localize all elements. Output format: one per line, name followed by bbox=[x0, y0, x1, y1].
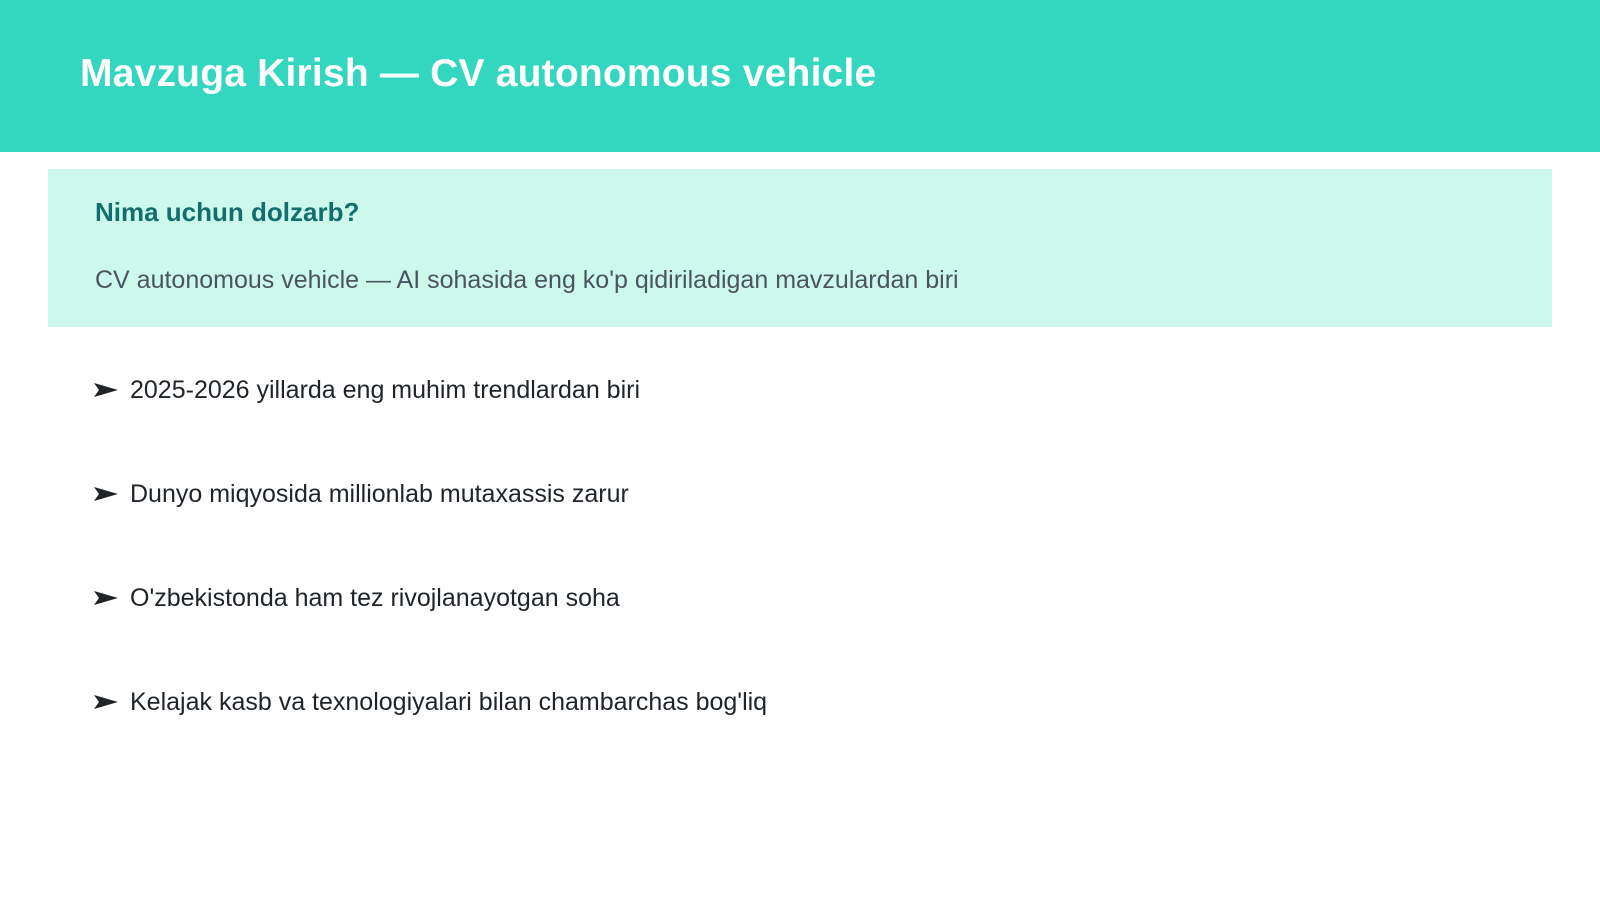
highlight-box bbox=[48, 169, 1552, 327]
bullet-list bbox=[94, 368, 767, 784]
bullet-text: O'zbekistonda ham tez rivojlanayotgan soha bbox=[130, 583, 620, 612]
slide-title: Mavzuga Kirish — CV autonomous vehicle bbox=[80, 52, 877, 95]
triangle-right-icon bbox=[94, 382, 118, 398]
bullet-item bbox=[94, 576, 767, 620]
bullet-item bbox=[94, 472, 767, 516]
highlight-text: CV autonomous vehicle — AI sohasida eng ko'p qidiriladigan mavzulardan biri bbox=[95, 266, 959, 294]
bullet-item bbox=[94, 368, 767, 412]
header-bar bbox=[0, 0, 1600, 152]
triangle-right-icon bbox=[94, 694, 118, 710]
triangle-right-icon bbox=[94, 590, 118, 606]
highlight-heading: Nima uchun dolzarb? bbox=[95, 197, 360, 227]
bullet-text: 2025-2026 yillarda eng muhim trendlardan biri bbox=[130, 375, 641, 404]
bullet-text: Dunyo miqyosida millionlab mutaxassis zarur bbox=[130, 479, 629, 508]
bullet-item bbox=[94, 680, 767, 724]
bullet-text: Kelajak kasb va texnologiyalari bilan chambarchas bog'liq bbox=[130, 687, 768, 716]
triangle-right-icon bbox=[94, 486, 118, 502]
